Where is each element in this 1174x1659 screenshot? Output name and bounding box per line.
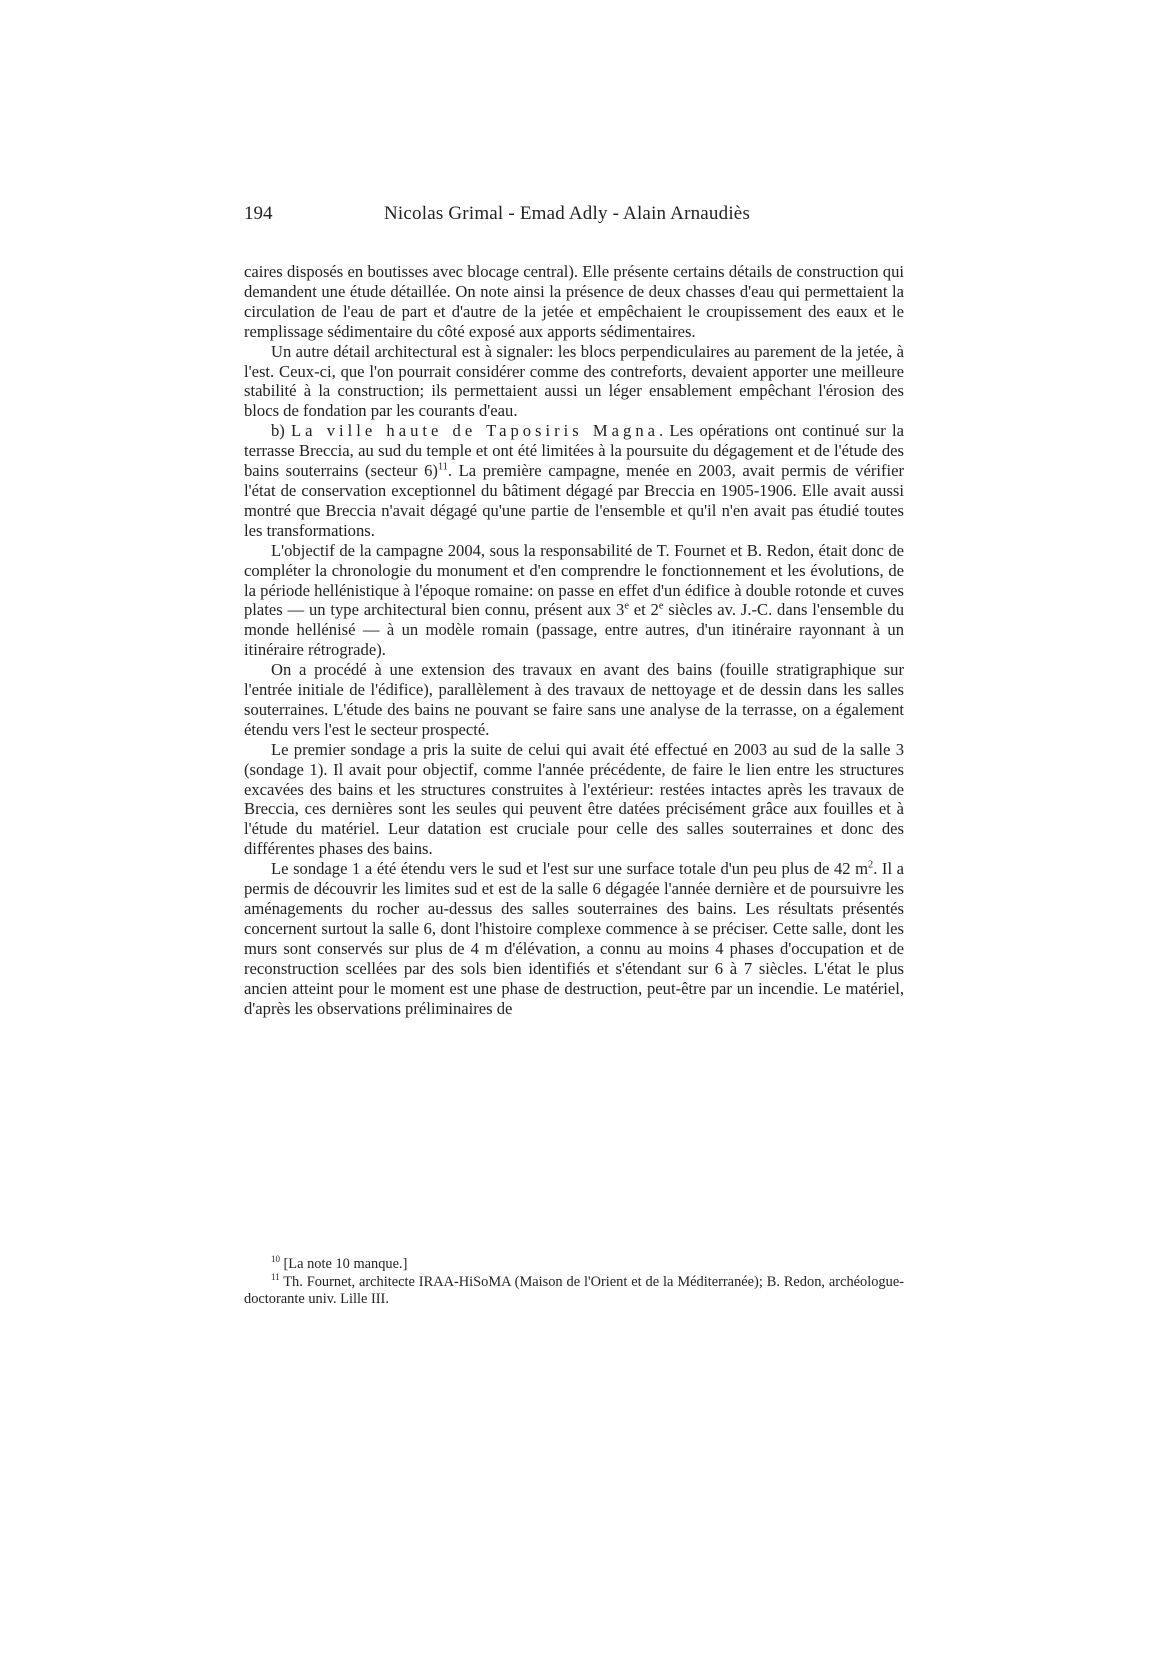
superscript: 2 <box>868 859 874 871</box>
paragraph-text: siècles av. J.-C. dans l'ensemble du monde hellénisé — à un modèle romain (passage, entre autres, d'un itinéraire rayonnant à un itinéraire rétrograde). <box>244 600 904 660</box>
paragraph <box>244 859 904 1018</box>
paragraph <box>244 541 904 660</box>
paragraph-text: Le sondage 1 a été étendu vers le sud et l'est sur une surface totale d'un peu plus de 42 m <box>271 859 869 879</box>
paragraph-text: L'objectif de la campagne 2004, sous la responsabilité de T. Fournet et B. Redon, était donc de compléter la chronologie du monument et d'en comprendre le fonctionnement et les évolutions, de la période hellénistique à l'époque romaine: on passe en effet d'un édifice à double rotonde et cuves plates — un type architectural bien connu, présent aux 3 <box>244 540 904 620</box>
paragraph-text: et 2 <box>628 600 659 620</box>
paragraph-section-b <box>244 421 904 540</box>
footnote <box>244 1256 904 1274</box>
running-head: Nicolas Grimal - Emad Adly - Alain Arnaudiès <box>384 203 751 224</box>
section-heading: La ville haute de Taposiris Magna <box>291 421 659 441</box>
paragraph: Un autre détail architectural est à signaler: les blocs perpendiculaires au parement de la jetée, à l'est. Ceux-ci, que l'on pourrait considérer comme des contreforts, devaient apporter une meilleure stabilité à la construction; ils permettaient aussi un léger ensablement empêchant l'érosion des blocs de fondation par les courants d'eau. <box>244 341 904 421</box>
paragraph-text: . Les opérations ont continué sur la terrasse Breccia, au sud du temple et ont été limitées à la poursuite du dégagement et de l'étude des bains souterrains (secteur 6) <box>244 421 904 481</box>
footnote-text: [La note 10 manque.] <box>283 1256 408 1272</box>
superscript: e <box>624 600 629 612</box>
paragraph: Le premier sondage a pris la suite de celui qui avait été effectué en 2003 au sud de la salle 3 (sondage 1). Il avait pour objectif, comme l'année précédente, de faire le lien entre les structures excavées des bains et les structures construites à l'extérieur: restées intactes après les travaux de Breccia, ces dernières sont les seules qui peuvent être datées précisément grâce aux fouilles et à l'étude du matériel. Leur datation est cruciale pour celle des salles souterraines et donc des différentes phases des bains. <box>244 739 904 859</box>
paragraph: On a procédé à une extension des travaux en avant des bains (fouille stratigraphique sur l'entrée initiale de l'édifice), parallèlement à des travaux de nettoyage et de dessin dans les salles souterraines. L'étude des bains ne pouvant se faire sans une analyse de la terrasse, on a également étendu vers l'est le secteur prospecté. <box>244 660 904 739</box>
footnote-text: Th. Fournet, architecte IRAA-HiSoMA (Maison de l'Orient et de la Méditerranée); B. Redon, archéologue-doctorante univ. Lille III. <box>244 1273 905 1308</box>
footnote-number: 11 <box>271 1271 280 1282</box>
footnote-ref: 11 <box>437 461 448 473</box>
section-lead: b) <box>271 421 292 441</box>
superscript: e <box>658 600 664 612</box>
body-text <box>244 262 904 1018</box>
page-header <box>244 203 904 233</box>
footnote <box>244 1271 905 1309</box>
paragraph-text: . La première campagne, menée en 2003, avait permis de vérifier l'état de conservation exceptionnel du bâtiment dégagé par Breccia en 1905-1906. Elle avait aussi montré que Breccia n'avait dégagé qu'une partie de l'ensemble et qu'il n'en avait pas étudié toutes les transformations. <box>244 461 904 540</box>
page-number: 194 <box>244 203 273 224</box>
paragraph-text: . Il a permis de découvrir les limites sud et est de la salle 6 dégagée l'année dernière et de poursuivre les aménagements du rocher au-dessus des salles souterraines des bains. Les résultats présentés concernent surtout la salle 6, dont l'histoire complexe commence à se préciser. Cette salle, dont les murs sont conservés sur plus de 4 m d'élévation, a connu au moins 4 phases d'occupation et de reconstruction scellées par des sols bien identifiés et s'étendant sur 6 à 7 siècles. L'état le plus ancien atteint pour le moment est une phase de destruction, peut-être par un incendie. Le matériel, d'après les observations préliminaires de <box>244 859 904 1018</box>
footnote-number: 10 <box>271 1254 280 1265</box>
footnotes <box>244 1256 904 1309</box>
paragraph: caires disposés en boutisses avec blocage central). Elle présente certains détails de construction qui demandent une étude détaillée. On note ainsi la présence de deux chasses d'eau qui permettaient la circulation de l'eau de part et d'autre de la jetée et empêchaient le croupissement des eaux et le remplissage sédimentaire du côté exposé aux apports sédimentaires. <box>244 262 904 341</box>
